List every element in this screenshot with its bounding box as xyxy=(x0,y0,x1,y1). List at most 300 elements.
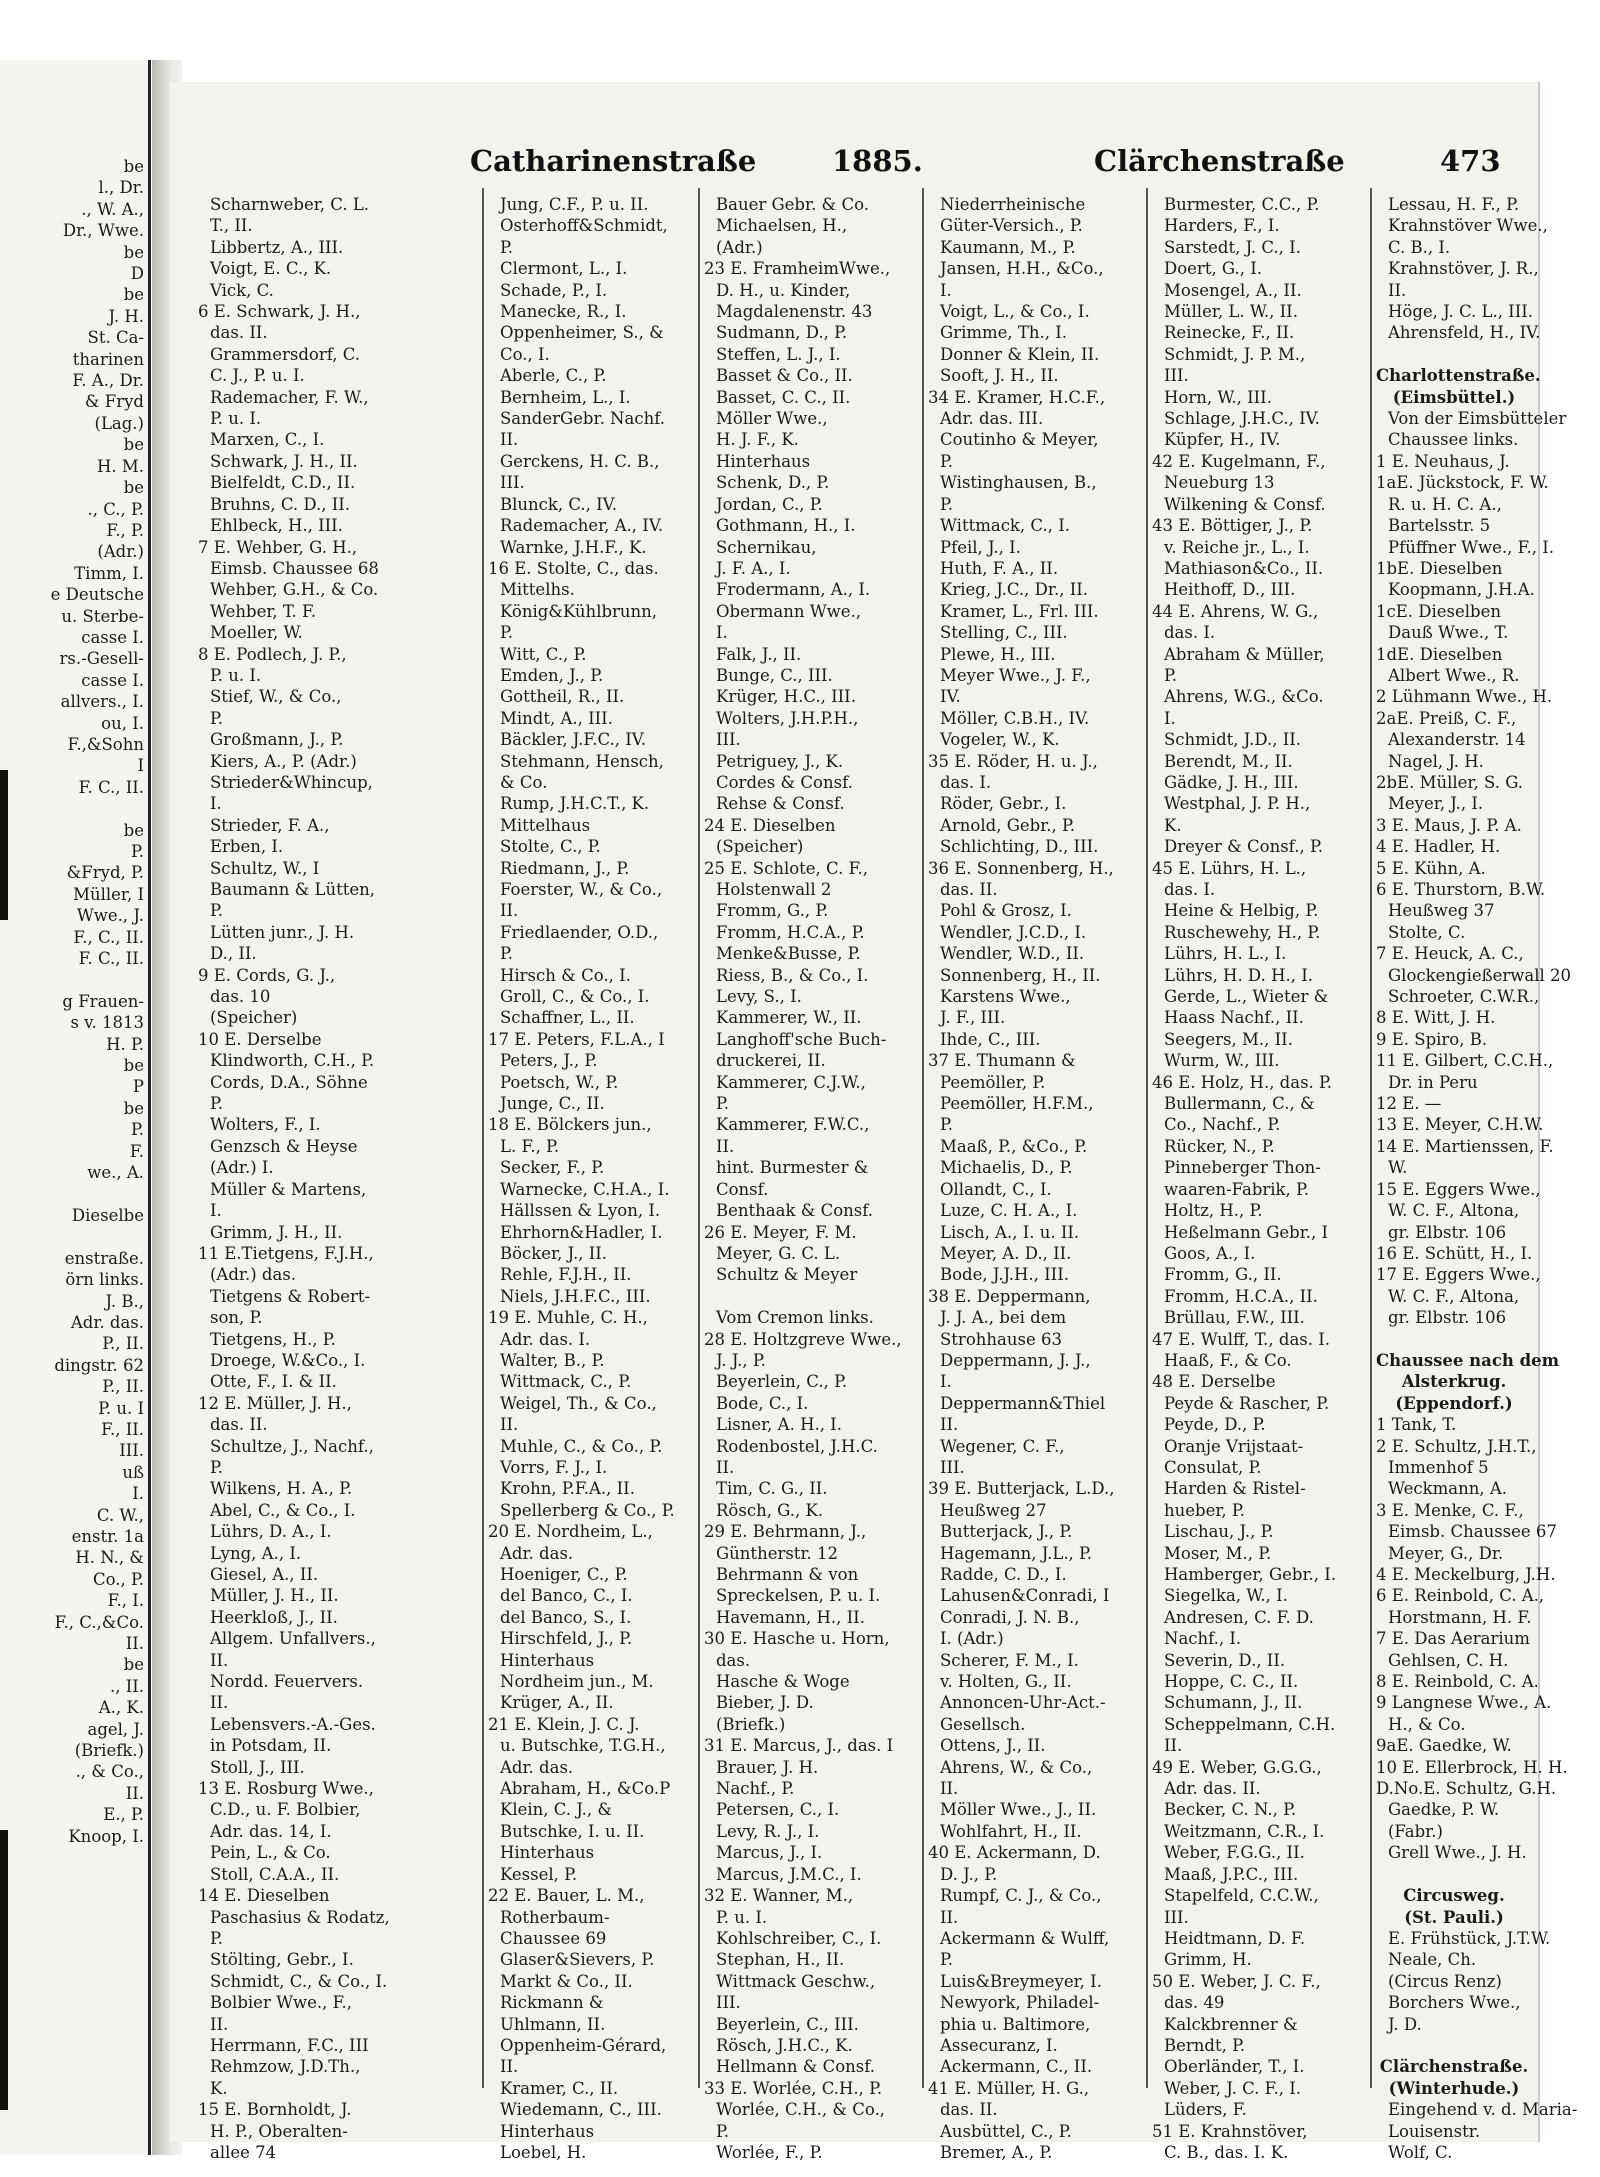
directory-entry-line: Lührs, D. A., I. xyxy=(210,1522,332,1542)
directory-entry-line: Wendler, J.C.D., I. xyxy=(940,922,1087,942)
fragment-line: (Briefk.) xyxy=(74,1741,144,1761)
directory-entry-line: Havemann, H., II. xyxy=(716,1607,865,1627)
directory-entry-line: Glaser&Sievers, P. xyxy=(500,1950,655,1970)
directory-entry-line: Holstenwall 2 xyxy=(716,880,832,899)
directory-entry-line: P. xyxy=(500,237,514,257)
directory-entry-line: Ruschewehy, H., P. xyxy=(1164,922,1321,942)
directory-entry-line: J. D. xyxy=(1388,2014,1422,2034)
directory-entry-line: Neale, Ch. xyxy=(1388,1950,1477,1970)
directory-entry-line: 1bE. Dieselben xyxy=(1376,558,1503,578)
directory-entry-line: Vorrs, F. J., I. xyxy=(500,1457,608,1477)
directory-entry-line: Menke&Busse, P. xyxy=(716,944,861,964)
directory-entry-line: II. xyxy=(940,1415,959,1435)
directory-entry-line: das. 49 xyxy=(1164,1993,1225,2013)
directory-entry-line: Newyork, Philadel- xyxy=(940,1993,1100,2013)
fragment-line: F., C.,&Co. xyxy=(54,1612,144,1632)
directory-entry-line: Beyerlein, C., P. xyxy=(716,1372,848,1392)
directory-entry-line: Langhoff'sche Buch- xyxy=(716,1029,887,1049)
previous-page-text xyxy=(0,156,144,1847)
directory-entry-line: Manecke, R., I. xyxy=(500,302,627,322)
directory-entry-line: P. xyxy=(210,1928,224,1948)
directory-entry-line: Möller Wwe., J., II. xyxy=(940,1800,1097,1820)
directory-entry-line: Seegers, M., II. xyxy=(1164,1029,1293,1049)
directory-entry-line: Reinecke, F., II. xyxy=(1164,323,1295,343)
directory-entry-line: Otte, F., I. & II. xyxy=(210,1372,337,1392)
directory-entry-line: II. xyxy=(210,2014,229,2034)
directory-column-3 xyxy=(704,194,926,2162)
directory-entry-line: Vick, C. xyxy=(210,280,274,300)
directory-entry-line: Stephan, H., II. xyxy=(716,1950,845,1970)
directory-entry-line: Heußweg 27 xyxy=(940,1500,1047,1520)
directory-entry-line: Oppenheimer, S., & xyxy=(500,323,664,343)
directory-entry-line: Oppenheim-Gérard, xyxy=(500,2035,667,2055)
page-number: 473 xyxy=(1440,144,1501,178)
directory-entry-line: II. xyxy=(500,430,519,450)
fragment-line: e Deutsche xyxy=(50,585,144,605)
directory-entry-line: 11 E. Gilbert, C.C.H., xyxy=(1376,1051,1554,1071)
directory-entry-line: Wegener, C. F., xyxy=(940,1436,1065,1456)
directory-entry-line: Frodermann, A., I. xyxy=(716,580,871,600)
directory-entry-line: 9aE. Gaedke, W. xyxy=(1376,1736,1512,1756)
directory-entry-line: Adr. das. III. xyxy=(940,409,1044,429)
directory-entry-line: P. xyxy=(210,1457,224,1477)
fragment-line: g Frauen- xyxy=(62,991,144,1011)
directory-entry-line: Walter, B., P. xyxy=(500,1350,605,1370)
directory-entry-line: 15 E. Eggers Wwe., xyxy=(1376,1179,1541,1199)
directory-entry-line: Schultze, J., Nachf., xyxy=(210,1436,374,1456)
right-street-header: Clärchenstraße xyxy=(1094,144,1345,178)
directory-entry-line: Magdalenenstr. 43 xyxy=(716,302,873,322)
fragment-line: F. xyxy=(129,1141,144,1161)
directory-entry-line: III. xyxy=(940,1457,965,1477)
directory-entry-line: Marcus, J., I. xyxy=(716,1843,823,1863)
directory-entry-line: Meyer, A. D., II. xyxy=(940,1243,1072,1263)
directory-entry-line: Pinneberger Thon- xyxy=(1164,1158,1321,1178)
directory-entry-line: II. xyxy=(500,901,519,921)
directory-entry-line: P. xyxy=(716,1094,730,1114)
directory-entry-line: Meyer, J., I. xyxy=(1388,794,1484,814)
fragment-line: D xyxy=(130,264,144,284)
fragment-line: be xyxy=(123,820,144,840)
directory-entry-line: 13 E. Rosburg Wwe., xyxy=(198,1779,374,1799)
directory-entry-line: Foerster, W., & Co., xyxy=(500,880,663,899)
directory-entry-line: Warnecke, C.H.A., I. xyxy=(500,1179,670,1199)
directory-entry-line: 23 E. FramheimWwe., xyxy=(704,259,891,279)
directory-entry-line: Sooft, J. H., II. xyxy=(940,366,1059,386)
directory-entry-line: Markt & Co., II. xyxy=(500,1971,633,1991)
directory-entry-line: Aberle, C., P. xyxy=(500,366,607,386)
directory-entry-line: Rehmzow, J.D.Th., xyxy=(210,2057,361,2077)
directory-entry-line: 13 E. Meyer, C.H.W. xyxy=(1376,1115,1544,1135)
fragment-line: we., A. xyxy=(87,1163,144,1183)
directory-entry-line: Poetsch, W., P. xyxy=(500,1072,619,1092)
directory-entry-line: I. xyxy=(1164,708,1176,728)
directory-entry-line: (Adr.) das. xyxy=(210,1265,297,1285)
directory-entry-line xyxy=(1376,1864,1532,1885)
directory-entry-line: Grammersdorf, C. xyxy=(210,344,360,364)
directory-entry-line: Berendt, M., II. xyxy=(1164,751,1293,771)
directory-entry-line: Stehmann, Hensch, xyxy=(500,751,664,771)
fragment-line: F. C., II. xyxy=(78,949,144,969)
directory-entry-line: Hamberger, Gebr., I. xyxy=(1164,1565,1337,1584)
directory-entry-line: Strieder, F. A., xyxy=(210,815,330,835)
directory-entry-line: Spreckelsen, P. u. I. xyxy=(716,1586,881,1606)
directory-entry-line: 19 E. Muhle, C. H., xyxy=(488,1308,648,1328)
directory-entry-line: Baumann & Lütten, xyxy=(210,880,375,899)
directory-entry-line: Junge, C., II. xyxy=(500,1094,605,1114)
directory-entry-line: D.No.E. Schultz, G.H. xyxy=(1376,1779,1557,1799)
directory-entry-line: Rodenbostel, J.H.C. xyxy=(716,1436,878,1456)
directory-entry-line: D. J., P. xyxy=(940,1864,998,1884)
fragment-line: l., Dr. xyxy=(98,178,144,198)
fragment-line: rs.-Gesell- xyxy=(59,649,144,669)
directory-entry-line: Harders, F., I. xyxy=(1164,216,1280,236)
directory-entry-line: del Banco, C., I. xyxy=(500,1586,633,1606)
fragment-line: I. xyxy=(132,1484,144,1504)
directory-entry-line xyxy=(704,1286,926,1307)
fragment-line: P xyxy=(132,1077,144,1097)
directory-entry-line: 7 E. Wehber, G. H., xyxy=(198,537,358,557)
directory-entry-line: Ahrens, W., & Co., xyxy=(940,1757,1093,1777)
directory-entry-line: Hirschfeld, J., P. xyxy=(500,1629,633,1649)
directory-entry-line: Wiedemann, C., III. xyxy=(500,2100,662,2120)
directory-entry-line: Bunge, C., III. xyxy=(716,665,833,685)
directory-entry-line: 3 E. Menke, C. F., xyxy=(1376,1500,1524,1520)
directory-entry-line: Muhle, C., & Co., P. xyxy=(500,1436,663,1456)
directory-entry-line: II. xyxy=(500,1415,519,1435)
directory-entry-line: Bernheim, L., I. xyxy=(500,387,631,407)
directory-entry-line: 32 E. Wanner, M., xyxy=(704,1886,854,1906)
directory-entry-line: 40 E. Ackermann, D. xyxy=(928,1843,1101,1863)
directory-entry-line: Tim, C. G., II. xyxy=(716,1479,828,1499)
directory-entry-line: Hinterhaus xyxy=(500,1650,595,1670)
directory-entry-line: Westphal, J. P. H., xyxy=(1164,794,1311,814)
directory-entry-line: Schaffner, L., II. xyxy=(500,1008,635,1028)
fragment-line: Knoop, I. xyxy=(68,1826,144,1846)
fragment-line: casse I. xyxy=(81,670,144,690)
directory-entry-line: 34 E. Kramer, H.C.F., xyxy=(928,387,1106,407)
directory-entry-line: Lührs, H. D. H., I. xyxy=(1164,965,1313,985)
directory-entry-line: Höge, J. C. L., III. xyxy=(1388,302,1533,322)
directory-entry-line: Maaß, J.P.C., III. xyxy=(1164,1864,1299,1884)
fragment-line: P., II. xyxy=(102,1377,144,1397)
directory-entry-line: 24 E. Dieselben xyxy=(704,815,836,835)
directory-entry-line: Behrmann & von xyxy=(716,1565,859,1584)
directory-entry-line: (Briefk.) xyxy=(716,1714,786,1734)
directory-entry-line: Großmann, J., P. xyxy=(210,730,344,750)
directory-entry-line: 7 E. Heuck, A. C., xyxy=(1376,944,1524,964)
directory-entry-line: P. xyxy=(210,901,224,921)
fragment-line: I xyxy=(137,756,144,776)
directory-entry-line: 9 Langnese Wwe., A. xyxy=(1376,1693,1552,1713)
directory-entry-line: Consf. xyxy=(716,1179,769,1199)
fragment-line: be xyxy=(123,1056,144,1076)
directory-entry-line: Berndt, P. xyxy=(1164,2035,1246,2055)
fragment-line: ., II. xyxy=(109,1676,144,1696)
directory-entry-line: Steffen, L. J., I. xyxy=(716,344,841,364)
directory-entry-line: 51 E. Krahnstöver, xyxy=(1152,2121,1308,2141)
directory-entry-line: Dr. in Peru xyxy=(1388,1072,1478,1092)
directory-entry-line: Röder, Gebr., I. xyxy=(940,794,1067,814)
directory-entry-line: Rehse & Consf. xyxy=(716,794,845,814)
directory-entry-line: 45 E. Lührs, H. L., xyxy=(1152,858,1307,878)
fragment-line: F.,&Sohn xyxy=(67,734,144,754)
directory-entry-line: Obermann Wwe., xyxy=(716,601,862,621)
directory-entry-line: Voigt, E. C., K. xyxy=(210,259,332,279)
directory-entry-line: D., II. xyxy=(210,944,257,964)
fragment-line: F., P. xyxy=(106,520,144,540)
directory-entry-line: Kramer, L., Frl. III. xyxy=(940,601,1099,621)
directory-entry-line: Moeller, W. xyxy=(210,623,303,643)
fragment-line: Dr., Wwe. xyxy=(62,221,144,241)
directory-entry-line: Spellerberg & Co., P. xyxy=(500,1500,675,1520)
fragment-line: be xyxy=(123,1098,144,1118)
directory-entry-line: Wolters, F., I. xyxy=(210,1115,321,1135)
directory-entry-line: Küpfer, H., IV. xyxy=(1164,430,1281,450)
directory-entry-line: Oranje Vrijstaat- xyxy=(1164,1436,1304,1456)
directory-entry-line: Heußweg 37 xyxy=(1388,901,1495,921)
fragment-line: E., P. xyxy=(103,1805,144,1825)
directory-entry-line: I. xyxy=(940,280,952,300)
directory-entry-line: Loebel, H. xyxy=(500,2142,587,2162)
directory-entry-line: III. xyxy=(500,473,525,493)
fragment-line: dingstr. 62 xyxy=(54,1355,144,1375)
directory-entry-line: das. I. xyxy=(1164,880,1216,899)
directory-entry-line: II. xyxy=(716,1136,735,1156)
fragment-line: ou, I. xyxy=(101,713,144,733)
directory-entry-line: Lührs, H. L., I. xyxy=(1164,944,1287,964)
column-divider xyxy=(482,188,484,2088)
directory-entry-line: Kaumann, M., P. xyxy=(940,237,1076,257)
directory-entry-line: Wurm, W., III. xyxy=(1164,1051,1280,1071)
directory-entry-line: das. II. xyxy=(940,2100,998,2120)
directory-entry-line: phia u. Baltimore, xyxy=(940,2014,1091,2034)
directory-entry-line: Petriguey, J., K. xyxy=(716,751,844,771)
directory-entry-line: Luze, C. H. A., I. xyxy=(940,1201,1078,1221)
directory-entry-line: Klindworth, C.H., P. xyxy=(210,1051,375,1071)
fragment-line: P. u. I xyxy=(98,1398,144,1418)
directory-entry-line: Schmidt, J. P. M., xyxy=(1164,344,1306,364)
directory-column-4 xyxy=(928,194,1150,2162)
binding-tab-bottom xyxy=(0,1830,8,2110)
directory-entry-line: Alexanderstr. 14 xyxy=(1388,730,1526,750)
fragment-line: III. xyxy=(119,1441,144,1461)
directory-entry-line: 17 E. Eggers Wwe., xyxy=(1376,1265,1541,1285)
directory-entry-line: P. xyxy=(1164,665,1178,685)
directory-entry-line: I. (Adr.) xyxy=(940,1629,1004,1649)
directory-entry-line: Kohlschreiber, C., I. xyxy=(716,1928,882,1948)
directory-entry-line: 2aE. Preiß, C. F., xyxy=(1376,708,1517,728)
directory-entry-line: 47 E. Wulff, T., das. I. xyxy=(1152,1329,1331,1349)
directory-entry-line: Bruhns, C. D., II. xyxy=(210,494,351,514)
directory-entry-line: Immenhof 5 xyxy=(1388,1457,1489,1477)
directory-entry-line: Rehle, F.J.H., II. xyxy=(500,1265,632,1285)
directory-entry-line: Stief, W., & Co., xyxy=(210,687,342,707)
directory-entry-line: 12 E. Müller, J. H., xyxy=(198,1393,352,1413)
street-section-heading: Alsterkrug. xyxy=(1401,1372,1507,1392)
directory-entry-line: Schultz, W., I xyxy=(210,858,320,878)
fragment-line: Co., P. xyxy=(92,1569,144,1589)
fragment-line: H. P. xyxy=(106,1034,144,1054)
directory-entry-line: IV. xyxy=(940,687,961,707)
directory-entry-line: Peters, J., P. xyxy=(500,1051,598,1071)
directory-entry-line: Krahnstöver Wwe., xyxy=(1388,216,1548,236)
directory-entry-line: Karstens Wwe., xyxy=(940,987,1071,1007)
directory-entry-line: Genzsch & Heyse xyxy=(210,1136,358,1156)
directory-entry-line: Peyde & Rascher, P. xyxy=(1164,1393,1330,1413)
directory-entry-line: hint. Burmester & xyxy=(716,1158,869,1178)
directory-entry-line: Plewe, H., III. xyxy=(940,644,1056,664)
directory-entry-line: Kessel, P. xyxy=(500,1864,578,1884)
directory-entry-line: Bremer, A., P. xyxy=(940,2142,1053,2162)
fragment-line: II. xyxy=(125,1634,144,1654)
fragment-line: C. W., xyxy=(96,1505,144,1525)
directory-entry-line: 44 E. Ahrens, W. G., xyxy=(1152,601,1319,621)
directory-entry-line: Lebensvers.-A.-Ges. xyxy=(210,1714,376,1734)
year-header: 1885. xyxy=(832,144,923,178)
directory-entry-line: Krahnstöver, J. R., xyxy=(1388,259,1539,279)
fragment-line: A., K. xyxy=(98,1698,144,1718)
directory-entry-line: Riedmann, J., P. xyxy=(500,858,630,878)
directory-entry-line: 4 E. Meckelburg, J.H. xyxy=(1376,1565,1556,1584)
directory-entry-line: 35 E. Röder, H. u. J., xyxy=(928,751,1098,771)
directory-entry-line: P. xyxy=(500,944,514,964)
fragment-line: Wwe., J. xyxy=(76,906,144,926)
directory-entry-line: Donner & Klein, II. xyxy=(940,344,1100,364)
directory-entry-line: 25 E. Schlote, C. F., xyxy=(704,858,868,878)
directory-entry-line: Ackermann & Wulff, xyxy=(940,1928,1110,1948)
directory-entry-line: Rücker, N., P. xyxy=(1164,1136,1275,1156)
directory-entry-line: 42 E. Kugelmann, F., xyxy=(1152,451,1326,471)
directory-entry-line: Hinterhaus xyxy=(500,1843,595,1863)
directory-entry-line: Heine & Helbig, P. xyxy=(1164,901,1319,921)
directory-entry-line: Grell Wwe., J. H. xyxy=(1388,1843,1527,1863)
directory-entry-line: Nordheim jun., M. xyxy=(500,1672,654,1692)
directory-entry-line: J. J., P. xyxy=(716,1350,766,1370)
directory-entry-line: Consulat, P. xyxy=(1164,1457,1262,1477)
directory-entry-line: 28 E. Holtzgreve Wwe., xyxy=(704,1329,902,1349)
directory-entry-line: Cords, D.A., Söhne xyxy=(210,1072,368,1092)
street-section-heading: Circusweg. xyxy=(1403,1886,1505,1906)
directory-entry-line: Falk, J., II. xyxy=(716,644,802,664)
directory-entry-line: Weigel, Th., & Co., xyxy=(500,1393,657,1413)
directory-entry-line: Siegelka, W., I. xyxy=(1164,1586,1288,1606)
directory-entry-line: Paschasius & Rodatz, xyxy=(210,1907,390,1927)
directory-entry-line: Abraham & Müller, xyxy=(1164,644,1325,664)
directory-entry-line: J. F. A., I. xyxy=(716,558,791,578)
directory-entry-line: Ausbüttel, C., P. xyxy=(940,2121,1072,2141)
directory-entry-line: P. xyxy=(716,2121,730,2141)
directory-entry-line: 16 E. Stolte, C., das. xyxy=(488,558,659,578)
directory-entry-line: Lisch, A., I. u. II. xyxy=(940,1222,1080,1242)
directory-entry-line: in Potsdam, II. xyxy=(210,1736,332,1756)
directory-entry-line: das. xyxy=(716,1650,751,1670)
directory-entry-line: Ahrensfeld, H., IV. xyxy=(1388,323,1541,343)
directory-entry-line: II. xyxy=(500,2057,519,2077)
directory-entry-line: das. 10 xyxy=(210,987,271,1007)
directory-entry-line: C.D., u. F. Bolbier, xyxy=(210,1800,361,1820)
directory-entry-line: Pein, L., & Co. xyxy=(210,1843,331,1863)
directory-entry-line: Schlichting, D., III. xyxy=(940,837,1099,857)
directory-entry-line: H., & Co. xyxy=(1388,1714,1466,1734)
directory-entry-line: v. Reiche jr., L., I. xyxy=(1164,537,1310,557)
directory-entry-line: Groll, C., & Co., I. xyxy=(500,987,650,1007)
directory-entry-line: Meyer, G. C. L. xyxy=(716,1243,841,1263)
directory-entry-line: & Co. xyxy=(500,772,548,792)
directory-entry-line: Giesel, A., II. xyxy=(210,1565,319,1584)
directory-entry-line: Voigt, L., & Co., I. xyxy=(940,302,1090,322)
directory-entry-line: Co., Nachf., P. xyxy=(1164,1115,1281,1135)
fragment-line xyxy=(0,969,144,990)
directory-entry-line: (Adr.) xyxy=(716,237,763,257)
directory-entry-line: Hellmann & Consf. xyxy=(716,2057,876,2077)
directory-entry-line: 12 E. — xyxy=(1376,1094,1442,1114)
directory-entry-line: Adr. das. II. xyxy=(1164,1779,1261,1799)
directory-entry-line: Cordes & Consf. xyxy=(716,772,853,792)
directory-entry-line: Hoeniger, C., P. xyxy=(500,1565,628,1584)
directory-entry-line: (Fabr.) xyxy=(1388,1821,1443,1841)
directory-entry-line: Adr. das. xyxy=(500,1543,574,1563)
fragment-line: Dieselbe xyxy=(71,1205,144,1225)
directory-entry-line: Fromm, G., II. xyxy=(1164,1265,1282,1285)
directory-entry-line: II. xyxy=(716,1457,735,1477)
directory-entry-line: Deppermann, J. J., xyxy=(940,1350,1091,1370)
directory-entry-line: 10 E. Derselbe xyxy=(198,1029,322,1049)
directory-entry-line: Sudmann, D., P. xyxy=(716,323,848,343)
directory-entry-line: Doert, G., I. xyxy=(1164,259,1263,279)
directory-entry-line: Müller, L. W., II. xyxy=(1164,302,1298,322)
directory-entry-line xyxy=(1376,2035,1532,2056)
directory-entry-line: Mindt, A., III. xyxy=(500,708,613,728)
directory-entry-line: Emden, J., P. xyxy=(500,665,604,685)
directory-entry-line: W. C. F., Altona, xyxy=(1388,1286,1520,1306)
fragment-line: casse I. xyxy=(81,627,144,647)
directory-entry-line: P. xyxy=(210,1094,224,1114)
directory-entry-line: Böcker, J., II. xyxy=(500,1243,607,1263)
directory-entry-line: Weber, J. C. F., I. xyxy=(1164,2078,1301,2098)
directory-entry-line: J. J. A., bei dem xyxy=(940,1308,1067,1328)
directory-entry-line: Albert Wwe., R. xyxy=(1388,665,1520,685)
directory-entry-line: Gesellsch. xyxy=(940,1714,1026,1734)
directory-entry-line: Lyng, A., I. xyxy=(210,1543,302,1563)
directory-entry-line: Pfüffner Wwe., F., I. xyxy=(1388,537,1555,557)
directory-entry-line: D. H., u. Kinder, xyxy=(716,280,851,300)
directory-entry-line: Peemöller, H.F.M., xyxy=(940,1094,1094,1114)
directory-entry-line: Weitzmann, C.R., I. xyxy=(1164,1821,1325,1841)
directory-entry-line: Kammerer, W., II. xyxy=(716,1008,862,1028)
directory-entry-line: 39 E. Butterjack, L.D., xyxy=(928,1479,1115,1499)
directory-entry-line: Louisenstr. xyxy=(1388,2121,1481,2141)
directory-entry-line: Grimm, H. xyxy=(1164,1950,1252,1970)
fragment-line: ., W. A., xyxy=(81,199,144,219)
directory-entry-line: P. xyxy=(500,623,514,643)
directory-entry-line: Niederrheinische xyxy=(940,195,1086,214)
directory-entry-line: Benthaak & Consf. xyxy=(716,1201,874,1221)
directory-entry-line: Gottheil, R., II. xyxy=(500,687,625,707)
directory-entry-line: Petersen, C., I. xyxy=(716,1800,840,1820)
directory-entry-line: Kalckbrenner & xyxy=(1164,2014,1298,2034)
directory-entry-line: K. xyxy=(1164,815,1182,835)
street-section-heading: Clärchenstraße. xyxy=(1379,2057,1529,2077)
directory-entry-line: 31 E. Marcus, J., das. I xyxy=(704,1736,894,1756)
fragment-line: enstr. 1a xyxy=(71,1527,144,1546)
directory-entry-line: C. J., P. u. I. xyxy=(210,366,305,386)
directory-entry-line: Meyer Wwe., J. F., xyxy=(940,665,1091,685)
fragment-line: be xyxy=(123,242,144,262)
directory-entry-line: Rösch, J.H.C., K. xyxy=(716,2035,853,2055)
directory-entry-line: Chaussee 69 xyxy=(500,1928,607,1948)
directory-column-6 xyxy=(1376,194,1578,2162)
